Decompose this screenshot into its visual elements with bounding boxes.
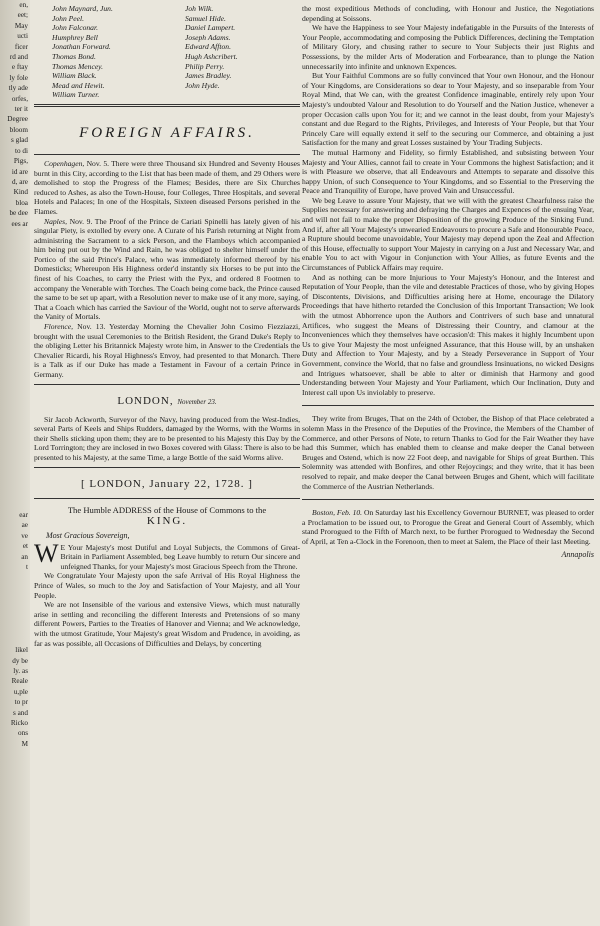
address-title-text: The Humble ADDRESS of the House of Commons to the [67,504,267,515]
gutter-fragment: ear [19,510,28,519]
gutter-fragment: rd and [9,53,28,62]
copenhagen-dateline: Copenhagen, [44,158,85,168]
address-p1-text: E Your Majesty's most Dutiful and Loyal Subjects, the Commons of Great-Britain in Parliament Assembled, beg Leave humbly to return Our sincere and unfeigned Thanks, for your Majesty's most Gracious Speech from the Throne. [60,542,300,571]
copenhagen-text: Nov. 5. There were three Thousand six Hundred and Seventy Houses burnt in this City, according to the List that has been made of them, and 29 Others were demolished to stop the Progress of the Flames; Besides, there are Six Churches reduced to Ashes, as also the Town-House, four Colleges, Three Hospitals, and several Hotels and Palaces; In one of the Hospitals, Sixteen diseased Persons perished in the Flames. [34,158,300,216]
names-right-list [167,4,300,100]
name-left-1: John Peel. [52,13,85,23]
gutter-fragment: M [21,739,28,748]
address-p1 [34,538,300,572]
gutter-fragment [0,479,30,489]
gutter-fragment [0,843,30,853]
name-right-2: Daniel Lampert. [185,23,236,33]
address-p5: We have the Happiness to see Your Majesty indefatigable in the Pursuits of the Interests of Your People, accommodating and composing the Publick Differences, declining the Temptation of Military Glory, and chusing rather to secure to Your Subjects their just Rights and Possessions, by the milder Arts of Moderation and Forbearance, than to plunge the Nation unnecessarily into infinite and unknown Expences. [302,23,594,71]
gutter-fragment [0,260,30,270]
name-left-4: Jonathan Forward. [52,42,111,52]
gutter-fragment: Pigs, [13,157,28,166]
section-rule-3 [34,498,300,499]
gutter-fragment [0,354,30,364]
name-right-1: Samuel Hide. [185,13,226,23]
gutter-fragment [0,583,30,593]
gutter-fragment [0,770,30,780]
gutter-fragment [0,271,30,281]
gutter-fragment: bloa [15,198,28,207]
naples-item [34,217,300,323]
gutter-fragment [0,416,30,426]
name-left-6: Thomas Mencey. [52,61,104,71]
gutter-fragment [0,395,30,405]
gutter-fragment: ons [18,729,28,738]
address-p6: But Your Faithful Commons are so fully convinced that Your own Honour, and the Honour of Your Kingdoms, are Considerations so dear to Your Majesty, and so inseparable from Your Royal Mind, that We can, with the greatest Confidence imaginable, entirely rely upon Your Majesty's undoubted Valour and Resolution to do Yourself and the Nation Justice, whenever a proper Occasion calls upon You for it; and we cannot in the least doubt, from your Majesty's constant and due Regard to the Rights, Privileges, and Interests of Your People, but that Your Princely Care will equally extend it self to the securing our Commerce, and obtaining a just Satisfaction for the many and great Losses sustained by Your Trading Subjects. [302,71,594,148]
gutter-fragment [0,853,30,863]
name-right-3: Joseph Adams. [185,32,231,42]
address-p8: We beg Leave to assure Your Majesty, that we will with the greatest Chearfulness raise the Supplies necessary for answering and defraying the Charges and Expences of the ensuing Year, and will not fail to make the proper Disposition of the growing Produce of the Sinking Fund. And if, after all Your Majesty's unwearied Endeavours to procure a Safe and Honourable Peace, a Rupture should become unavoidable, Your Majesty may depend upon the Zeal and Affection of this House, effectually to support Your Majesty in carrying on a Just and Necessary War, and enable You to act with Vigour in Conjunction with Your Allies, as future Events and the Circumstances of Publick Affairs may require. [302,195,594,273]
gutter-fragment [0,375,30,385]
gutter-fragment: to di [15,146,28,155]
gutter-fragment [0,614,30,624]
gutter-fragment [0,749,30,759]
name-right-4: Edward Affton. [185,42,231,52]
gutter-fragment [0,822,30,832]
gutter-fragment [0,572,30,582]
london-1728-heading: [ LONDON, January 22, 1728. ] [81,477,253,490]
gutter-fragment: bloom [9,125,28,134]
copenhagen-item [34,159,300,217]
section-rule-right-2 [302,499,594,500]
gutter-fragment [0,437,30,447]
name-right-6: Philip Perry. [185,61,225,71]
gutter-fragment [0,323,30,333]
london-date: November 23. [177,397,217,406]
gutter-fragment [0,833,30,843]
gutter-fragment [0,364,30,374]
gutter-fragment: orfes, [11,94,28,103]
gutter-fragment [0,427,30,437]
london-dateline [34,395,300,407]
gutter-fragment: e ftay [11,63,28,72]
name-left-7: William Black. [52,71,97,81]
london-text: Sir Jacob Ackworth, Surveyor of the Navy, having produced from the West-Indies, several Parts of Keels and Ships Rudders, damaged by the Worms, with the Worms in their Shells sticking upon them; they are to be presented to his Majesty this Day by the Lord Torrington; they are inclosed in two Boxes covered with Glass: There is also to be presented to his Majesty, at the same Time, a large Bottle of the said Worms alive. [34,414,300,462]
gutter-fragment [0,916,30,926]
gutter-fragment [0,604,30,614]
drop-cap: W [34,538,59,568]
gutter-fragment: dy be [12,656,28,665]
boston-item [302,508,594,546]
gutter-fragment [0,250,30,260]
gutter-fragment [0,885,30,895]
gutter-fragment: t [26,562,28,571]
gutter-fragment: ucti [17,32,28,41]
gutter-fragment: to pr [14,698,28,707]
section-rule-2 [34,467,300,468]
gutter-fragment: en, [19,1,28,9]
london-news [34,415,300,463]
name-right-5: Hugh Ashcribert. [185,51,238,61]
gutter-fragment: ficer [14,42,28,51]
gutter-fragment: Kind [13,188,28,197]
bruges-news [302,414,594,491]
gutter-fragment [0,780,30,790]
address-p3: We are not Insensible of the various and extensive Views, which must naturally arise in settling and reconciling the different Interests and Pretensions of so many different Powers, Parties to the Treaties of Hanover and Vienna; and We acknowledge, with the utmost Gratitude, Your Majesty's great Wisdom and Prudence, in avoiding, as far as was possible, all Occasions of Difficulties and Delays, by concerting [34,600,300,648]
name-left-3: Humphrey Bell [52,32,98,42]
gutter-fragment [0,905,30,915]
address-title [34,505,300,527]
gutter-fragment [0,343,30,353]
left-column [34,0,300,926]
gutter-fragment [0,760,30,770]
gutter-fragment: May [14,21,28,30]
gutter-fragment: et [22,542,28,551]
name-left-5: Thomas Bond. [52,51,96,61]
gutter-fragment: Reale [11,677,28,686]
name-right-0: Joh Wilk. [185,4,214,13]
name-right-7: James Bradley. [185,71,232,81]
gutter-fragment [0,593,30,603]
gutter-fragment [0,791,30,801]
gutter-fragment: ter it [14,105,28,114]
gutter-fragment [0,895,30,905]
gutter-fragment: ve [21,531,28,540]
address-king: KING. [146,514,188,527]
gutter-fragment [0,302,30,312]
gutter-fragment [0,635,30,645]
names-left-list [34,4,167,100]
gutter-fragment: eet; [17,11,28,20]
gutter-fragment: u,ple [13,687,28,696]
gutter-fragment [0,312,30,322]
adjacent-page-gutter [0,0,30,926]
gutter-fragment [0,864,30,874]
naples-text: Nov. 9. The Proof of the Prince de Cariati Spinelli has lately given of his singular Piety, is extolled by every one. A Curate of his Parish returning at Night from administring the Sacrament to a sick Person, and the Flamboys which accompanied him being put out by the Wind and Rain, he was obliged to shelter himself under the Portico of the said Prince's Palace, who was immediately informed thereof by his Domesticks; Whereupon His Highness order'd instantly six Horses to be put into the finest of his Coaches, to carry the Priest with the Pyx, and ordered 8 Footmen to accompany the Venerable with Torches. The Coach being come back, the Prince caused the same to be set up apart, with a Resolution never to make use of it any more, saying, That a Coach which has carried the Saviour of the World, ought not to serve afterwards the Vanity of Mortals. [34,216,300,322]
gutter-fragment: s glad [11,136,28,145]
gutter-fragment [0,281,30,291]
london-heading: LONDON, [117,394,174,407]
gutter-fragment: s and [13,708,28,717]
address-p7: The mutual Harmony and Fidelity, so firmly Established, and subsisting between Your Majesty and Your Allies, cannot fail to create in Your Commons the highest Satisfaction; and it is with Pleasure we observe, that all Endeavours and Attempts to separate and dissolve this happy Union, of such Consequence to Your Kingdoms, and so Essential to the Preserving the Peace and Tranquility of Europe, have proved Vain and Unsuccessful. [302,147,594,196]
gutter-fragment: ae [21,521,28,530]
gutter-fragment [0,812,30,822]
gutter-fragment: Degree [7,115,28,124]
foreign-news [34,159,300,380]
catchword: Annapolis [561,550,594,560]
gutter-fragment [0,291,30,301]
name-right-8: John Hyde. [185,80,220,90]
gutter-fragment [0,406,30,416]
address-p9: And as nothing can be more Injurious to Your Majesty's Honour, and the Interest and Reputation of Your People, than the vile and detestable Practices of those, who by giving Hopes of Discontents, Divisions, and Difficulties arising here at Home, encourage the Dilatory Proceedings that have hitherto retarded the Conclusion of this Important Transaction; We look with the utmost Abhorrence upon the Authors and Contrivers of such base and unnatural Artifices, who suggest the Means of Distressing their Country, and clamour at the Inconveniences which they themselves have occasion'd: This makes it highly Incumbent upon Us to give Your Majesty the most unfeigned Assurance, that this House will, by an unshaken Duty and Affection to Your Majesty, and by a Steady Perseverance in Support of Your Government, convince the World, that no false and groundless Insinuations, no wicked Designs and Intrigues whatsoever, shall be able to alter or diminish that Harmony and good Understanding between Your Majesty and Your Parliament, which Our Inclination, Duty and Interest call upon Us inviolably to preserve. [302,272,594,397]
gutter-fragment [0,333,30,343]
gutter-fragment: likel [15,646,28,655]
right-column [302,0,594,926]
florence-text: Nov. 13. Yesterday Morning the Chevalier John Cosimo Fiezziazzi, brought with the usual Ceremonies to the British Resident, the Grand Duke's Reply to the obliging Letter his Britannick Majesty wrote him, in Answer to the Credentials the Chevalier Ricardi, his Royal Highness's Envoy, had presented to that Monarch. There is a Talk as if our Duke has made a Testament in Favour of a certain Prince in Germany. [34,322,300,379]
foreign-affairs-heading: FOREIGN AFFAIRS. [79,124,255,141]
naples-dateline: Naples, [44,216,67,226]
gutter-fragment [0,239,30,249]
florence-item [34,322,300,380]
gutter-fragment: d, are [12,177,28,186]
gutter-fragment: be dee [9,209,28,218]
gutter-fragment [0,447,30,457]
address-body [34,538,300,649]
gutter-fragment [0,468,30,478]
gutter-fragment [0,458,30,468]
gutter-fragment: Ricko [10,719,28,728]
gutter-fragment [0,229,30,239]
name-left-0: John Maynard, Jun. [52,4,113,13]
bruges-text: They write from Bruges, That on the 24th of October, the Bishop of that Place celebrated a solemn Mass in the Presence of the Deputies of the Province, the Members of the Chamber of Commerce, and other Persons of Note, to return Thanks to God for the Fair Weather they have had this Summer, which has enabled them to cleanse and make deeper the Canal between Bruges and Ostend, which is now 22 Foot deep, and navigable for Ships of great Burthen. This Solemnity was attended with Bonfires, and other Rejoycings; and they write, that it has been resolved to repair, and make deeper the Canal between Bruges and Ghent, which will facilitate the Commerce of the Austrian Netherlands. [302,414,594,491]
section-rule [34,384,300,385]
salutation: Most Gracious Sovereign, [46,530,130,540]
address-continued [302,4,594,397]
section-rule-right [302,405,594,406]
address-p4: the most expeditious Methods of concluding, with Honour and Justice, the Negotiations depending at Soissons. [302,4,594,23]
gutter-fragment: id are [11,167,28,176]
gutter-fragment: ly fole [9,73,28,82]
gutter-fragment: ees ar [11,219,28,228]
heading-rule [34,154,300,155]
gutter-fragment [0,801,30,811]
name-left-8: Mead and Hewit. [52,80,105,90]
gutter-fragment [0,385,30,395]
boston-news [302,508,594,546]
gutter-fragment [0,874,30,884]
gutter-fragment [0,624,30,634]
boston-dateline: Boston, Feb. 10. [312,508,363,518]
gutter-fragment: tly ade [8,84,28,93]
gutter-fragment: ly. as [13,667,28,675]
address-p2: We Congratulate Your Majesty upon the safe Arrival of His Royal Highness the Prince of Wales, so much to the Joy and Satisfaction of Your Majesty, and all Your People. [34,571,300,600]
gutter-fragment [0,489,30,499]
gutter-fragment [0,500,30,510]
boston-text: On Saturday last his Excellency Governour BURNET, was pleased to order a Proclamation to be issued out, to Prorogue the Great and General Court of Assembly, which stand Prorogued to the Fifth of March next, to be further Prorogued to Wednesday the Second of April, at Ten a-Clock in the Forenoon, then to meet at Salem, the Place of their last Meeting. [302,508,594,546]
florence-dateline: Florence, [44,322,74,332]
subscriber-names [34,4,300,100]
gutter-fragment: an [21,552,28,561]
name-left-9: William Turner. [52,90,100,100]
section-divider [34,104,300,107]
name-left-2: John Falconar. [52,23,98,33]
